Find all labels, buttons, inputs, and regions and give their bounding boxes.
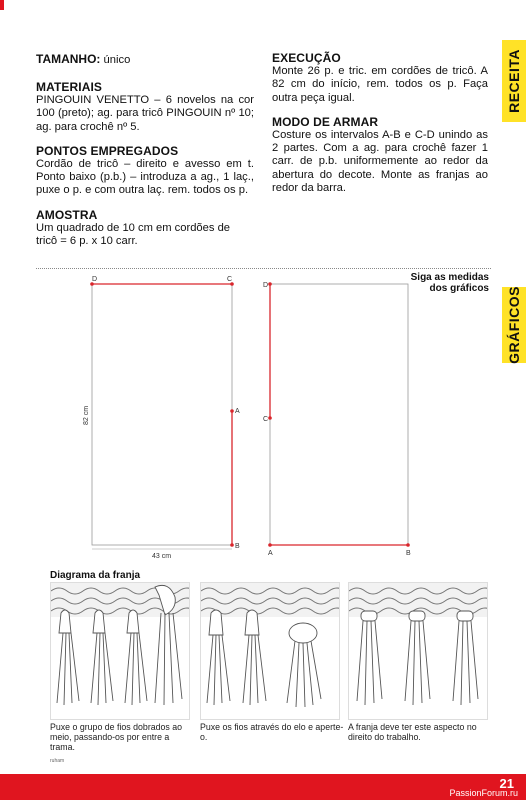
materiais-text: PINGOUIN VENETTO – 6 novelos na cor 100 (preto); ag. para tricô PINGOUIN nº 10; ag. para crochê nº 5. — [36, 94, 254, 133]
franja-caption-1: Puxe o grupo de fios dobrados ao meio, passando-os por entre a trama. — [50, 722, 183, 753]
graph2-point-d — [268, 282, 272, 286]
graph1-height-label: 82 cm — [83, 405, 90, 425]
fringe-step-1-drawing — [51, 583, 189, 719]
graph1-point-a — [230, 409, 234, 413]
execucao-text: Monte 26 p. e tric. em cordões de tricô. A 82 cm do início, rem. todos os p. Faça outra peça igual. — [272, 65, 488, 104]
graph1-label-c: C — [227, 276, 233, 283]
graph1-width-label: 43 cm — [152, 553, 172, 560]
graph2-outline — [270, 284, 408, 545]
tamanho-value: único — [100, 54, 131, 66]
franja-caption-2: Puxe os fios através do elo e aperte-o. — [200, 722, 344, 743]
site-watermark: PassionForum.ru — [449, 788, 518, 798]
pontos-text: Cordão de tricô – direito e avesso em t. Ponto baixo (p.b.) – introduza a ag., 1 laç., puxe o p. e com outra laç. rem. todos os p. — [36, 158, 254, 197]
graph2-point-a — [268, 543, 272, 547]
fringe-step-3-drawing — [349, 583, 487, 719]
tamanho-label: TAMANHO: — [36, 52, 101, 66]
franja-step-3-illustration — [348, 582, 488, 720]
modo-text: Costure os intervalos A-B e C-D unindo as 2 partes. Com a ag. para crochê fazer 1 carr. de p.b. uniformemente ao redor da abertura do decote. Monte as franjas ao redor da barra. — [272, 129, 488, 194]
franja-step-2-illustration — [200, 582, 340, 720]
graph1-label-a: A — [235, 408, 240, 415]
franja-step-1-illustration — [50, 582, 190, 720]
graph1-outline — [92, 284, 232, 545]
receita-tab-label: RECEITA — [506, 49, 522, 113]
graph2-label-d: D — [263, 282, 269, 289]
graph1-label-d: D — [92, 276, 98, 283]
execucao-title: EXECUÇÃO — [272, 51, 341, 65]
graph2-label-a: A — [268, 550, 273, 557]
fringe-step-2-drawing — [201, 583, 339, 719]
graph2-label-b: B — [406, 550, 411, 557]
graph2-point-c — [268, 416, 272, 420]
graph1-label-b: B — [235, 543, 240, 550]
graph1-point-b — [230, 543, 234, 547]
graph2-point-b — [406, 543, 410, 547]
graficos-tab-label: GRÁFICOS — [506, 286, 522, 364]
amostra-title: AMOSTRA — [36, 207, 98, 222]
franja-title: Diagrama da franja — [50, 570, 141, 581]
pontos-title: PONTOS EMPREGADOS — [36, 143, 179, 158]
page-number: 21 — [499, 776, 514, 791]
materiais-title: MATERIAIS — [36, 80, 103, 94]
siga-note: Siga as medidas dos gráficos — [410, 272, 489, 294]
small-credit-text: ruham — [50, 758, 65, 764]
page-footer — [0, 774, 526, 800]
modo-title: MODO DE ARMAR — [272, 114, 379, 129]
graph2-label-c: C — [263, 416, 269, 423]
amostra-text: Um quadrado de 10 cm em cordões de tricô = 6 p. x 10 carr. — [36, 221, 231, 248]
franja-caption-3: A franja deve ter este aspecto no direito do trabalho. — [348, 722, 477, 743]
